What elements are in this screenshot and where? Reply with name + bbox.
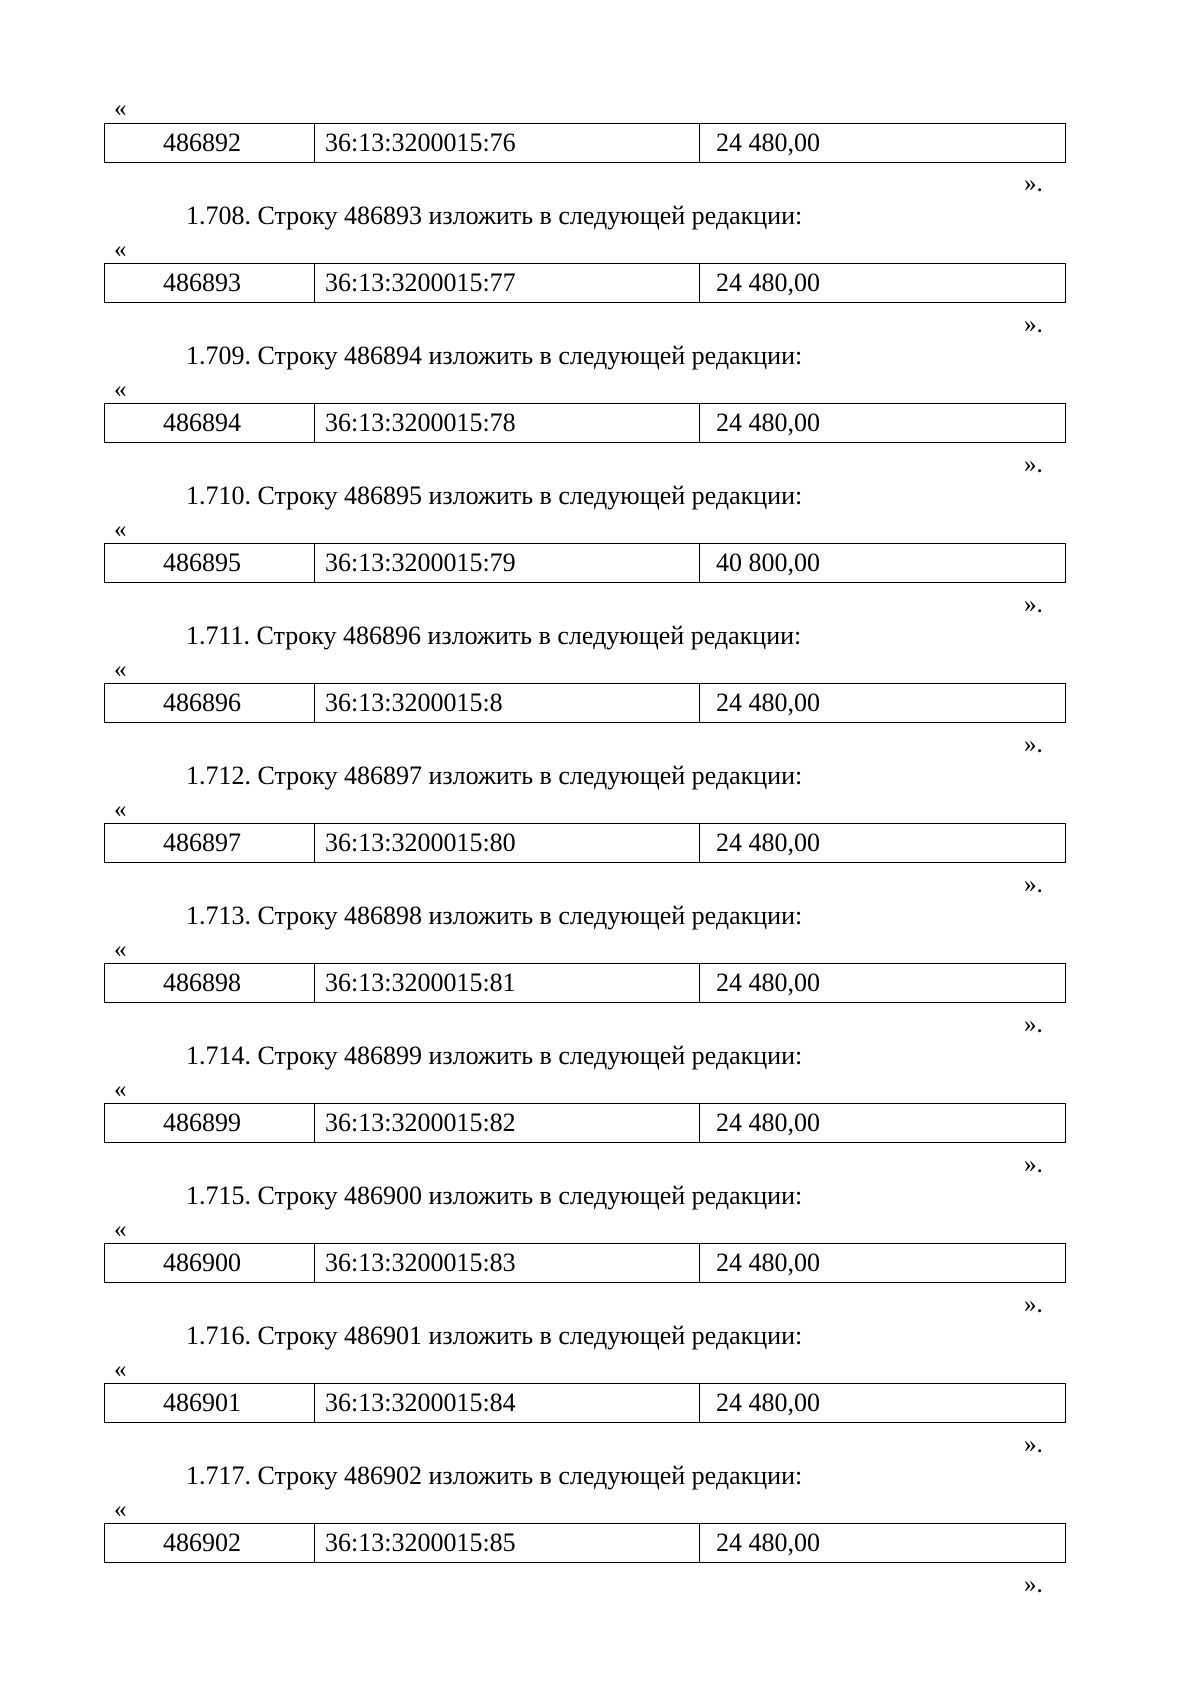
amendment-heading: 1.717. Строку 486902 изложить в следующей редакции:: [186, 1461, 803, 1490]
open-quote: «: [114, 656, 127, 683]
close-quote: ».: [1024, 731, 1043, 758]
value-cell: 24 480,00: [716, 968, 820, 997]
row-id-cell: 486901: [105, 1384, 315, 1422]
value-cell: 24 480,00: [716, 1528, 820, 1557]
row-id-cell: 486894: [105, 404, 315, 442]
close-quote: ».: [1024, 170, 1043, 197]
row-id-cell: 486893: [105, 264, 315, 302]
table-row: [104, 123, 1066, 163]
cadastral-number-cell: 36:13:3200015:83: [315, 1244, 700, 1282]
open-quote: «: [114, 95, 127, 122]
open-quote: «: [114, 516, 127, 543]
open-quote: «: [114, 936, 127, 963]
open-quote: «: [114, 1496, 127, 1523]
value-cell: 40 800,00: [716, 548, 820, 577]
close-quote: ».: [1024, 871, 1043, 898]
table-row: [104, 1383, 1066, 1423]
cadastral-number-cell: 36:13:3200015:78: [315, 404, 700, 442]
value-cell: 24 480,00: [716, 828, 820, 857]
table-row: [104, 1103, 1066, 1143]
table-row: [104, 823, 1066, 863]
cadastral-number-cell: 36:13:3200015:80: [315, 824, 700, 862]
close-quote: ».: [1024, 1291, 1043, 1318]
close-quote: ».: [1024, 311, 1043, 338]
row-id-cell: 486896: [105, 684, 315, 722]
table-row: [104, 683, 1066, 723]
table-row: [104, 963, 1066, 1003]
row-id-cell: 486902: [105, 1524, 315, 1562]
amendment-heading: 1.708. Строку 486893 изложить в следующей редакции:: [186, 201, 803, 230]
row-id-cell: 486899: [105, 1104, 315, 1142]
value-cell: 24 480,00: [716, 268, 820, 297]
open-quote: «: [114, 796, 127, 823]
open-quote: «: [114, 376, 127, 403]
row-id-cell: 486892: [105, 124, 315, 162]
cadastral-number-cell: 36:13:3200015:77: [315, 264, 700, 302]
open-quote: «: [114, 1076, 127, 1103]
close-quote: ».: [1024, 591, 1043, 618]
cadastral-number-cell: 36:13:3200015:82: [315, 1104, 700, 1142]
row-id-cell: 486898: [105, 964, 315, 1002]
amendment-heading: 1.714. Строку 486899 изложить в следующей редакции:: [186, 1041, 803, 1070]
cadastral-number-cell: 36:13:3200015:85: [315, 1524, 700, 1562]
row-id-cell: 486897: [105, 824, 315, 862]
close-quote: ».: [1024, 1571, 1043, 1598]
value-cell: 24 480,00: [716, 1248, 820, 1277]
close-quote: ».: [1024, 1431, 1043, 1458]
amendment-heading: 1.715. Строку 486900 изложить в следующей редакции:: [186, 1181, 803, 1210]
close-quote: ».: [1024, 1011, 1043, 1038]
amendment-heading: 1.716. Строку 486901 изложить в следующей редакции:: [186, 1321, 803, 1350]
close-quote: ».: [1024, 451, 1043, 478]
value-cell: 24 480,00: [716, 688, 820, 717]
value-cell: 24 480,00: [716, 408, 820, 437]
value-cell: 24 480,00: [716, 1388, 820, 1417]
table-row: [104, 263, 1066, 303]
amendment-heading: 1.710. Строку 486895 изложить в следующей редакции:: [186, 481, 803, 510]
open-quote: «: [114, 1216, 127, 1243]
amendment-heading: 1.713. Строку 486898 изложить в следующей редакции:: [186, 901, 803, 930]
row-id-cell: 486895: [105, 544, 315, 582]
open-quote: «: [114, 1356, 127, 1383]
row-id-cell: 486900: [105, 1244, 315, 1282]
cadastral-number-cell: 36:13:3200015:8: [315, 684, 700, 722]
amendment-heading: 1.709. Строку 486894 изложить в следующей редакции:: [186, 341, 803, 370]
table-row: [104, 403, 1066, 443]
amendment-heading: 1.712. Строку 486897 изложить в следующей редакции:: [186, 761, 803, 790]
table-row: [104, 1243, 1066, 1283]
cadastral-number-cell: 36:13:3200015:84: [315, 1384, 700, 1422]
table-row: [104, 543, 1066, 583]
close-quote: ».: [1024, 1151, 1043, 1178]
table-row: [104, 1523, 1066, 1563]
cadastral-number-cell: 36:13:3200015:79: [315, 544, 700, 582]
open-quote: «: [114, 236, 127, 263]
value-cell: 24 480,00: [716, 1108, 820, 1137]
cadastral-number-cell: 36:13:3200015:76: [315, 124, 700, 162]
cadastral-number-cell: 36:13:3200015:81: [315, 964, 700, 1002]
value-cell: 24 480,00: [716, 128, 820, 157]
amendment-heading: 1.711. Строку 486896 изложить в следующей редакции:: [186, 621, 802, 650]
